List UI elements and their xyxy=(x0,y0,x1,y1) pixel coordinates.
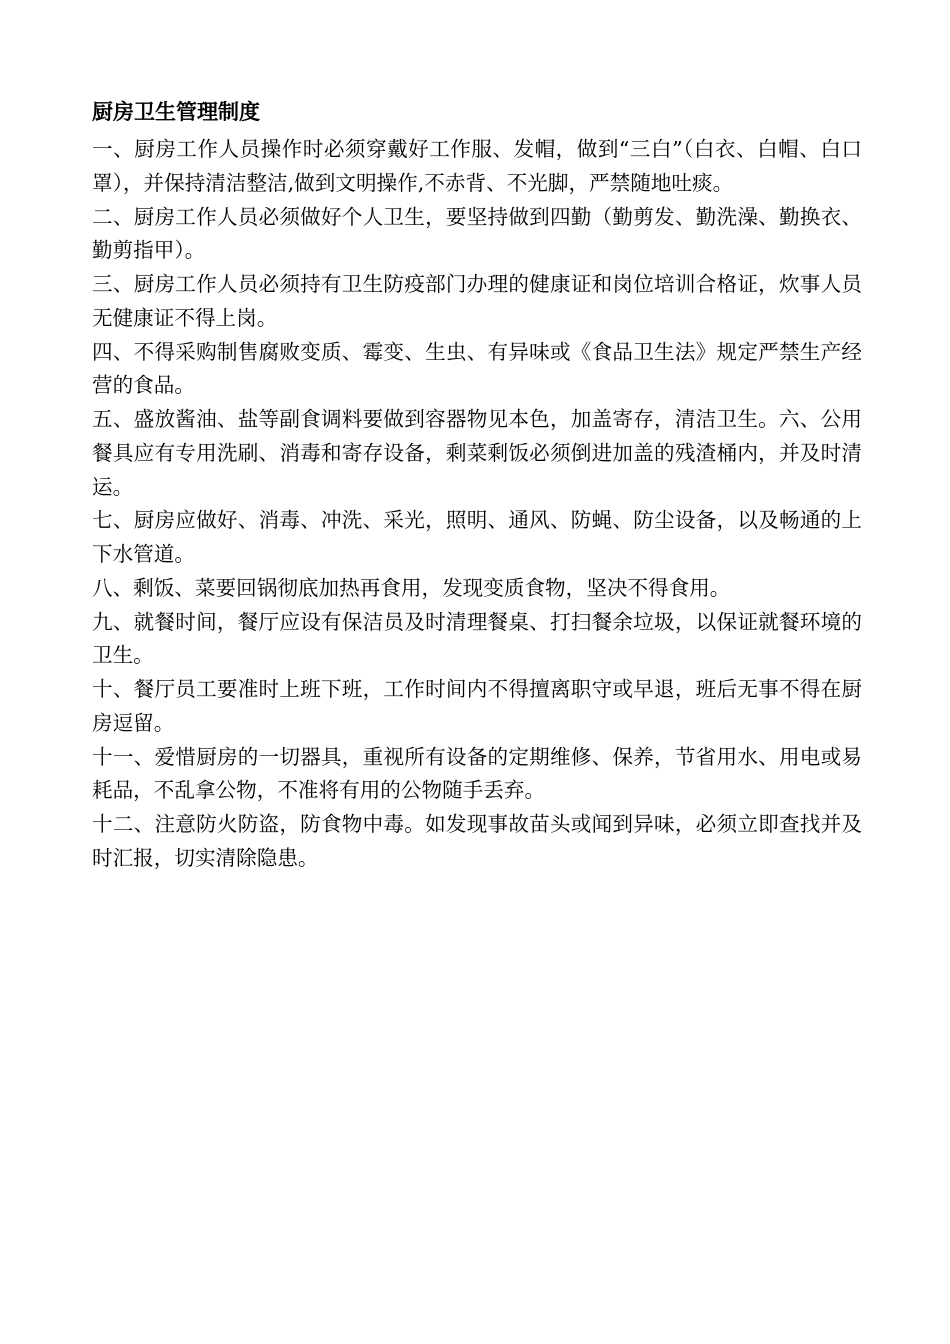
paragraph-11: 十一、爱惜厨房的一切器具，重视所有设备的定期维修、保养，节省用水、用电或易耗品，不乱拿公物，不准将有用的公物随手丢弃。 xyxy=(92,744,862,803)
paragraph-6: 六、公用餐具应有专用洗刷、消毒和寄存设备，剩菜剩饭必须倒进加盖的残渣桶内，并及时清运。 xyxy=(92,407,862,499)
document-body xyxy=(92,133,862,876)
paragraph-12: 十二、注意防火防盗，防食物中毒。如发现事故苗头或闻到异味，必须立即查找并及时汇报，切实清除隐患。 xyxy=(92,812,862,870)
paragraph-4: 四、不得采购制售腐败变质、霉变、生虫、有异味或《食品卫生法》规定严禁生产经营的食品。 xyxy=(92,339,862,398)
paragraph-2: 二、厨房工作人员必须做好个人卫生，要坚持做到四勤（勤剪发、勤洗澡、勤换衣、勤剪指甲）。 xyxy=(92,204,862,263)
paragraph-5: 五、盛放酱油、盐等副食调料要做到容器物见本色，加盖寄存，清洁卫生。 xyxy=(92,407,779,431)
paragraph-9: 九、就餐时间，餐厅应设有保洁员及时清理餐桌、打扫餐余垃圾，以保证就餐环境的卫生。 xyxy=(92,609,862,668)
paragraph-3: 三、厨房工作人员必须持有卫生防疫部门办理的健康证和岗位培训合格证，炊事人员无健康证不得上岗。 xyxy=(92,272,862,330)
paragraph-7: 七、厨房应做好、消毒、冲洗、采光，照明、通风、防蝇、防尘设备，以及畅通的上下水管道。 xyxy=(92,508,862,566)
paragraph-1: 一、厨房工作人员操作时必须穿戴好工作服、发帽，做到“三白”（白衣、白帽、白口罩），并保持清洁整洁,做到文明操作,不赤背、不光脚，严禁随地吐痰。 xyxy=(92,137,862,195)
paragraph-8: 八、剩饭、菜要回锅彻底加热再食用，发现变质食物，坚决不得食用。 xyxy=(92,575,731,600)
document-title: 厨房卫生管理制度 xyxy=(92,100,260,124)
paragraph-5-6-run xyxy=(92,403,862,504)
paragraph-10: 十、餐厅员工要准时上班下班，工作时间内不得擅离职守或早退，班后无事不得在厨房逗留。 xyxy=(92,677,862,735)
